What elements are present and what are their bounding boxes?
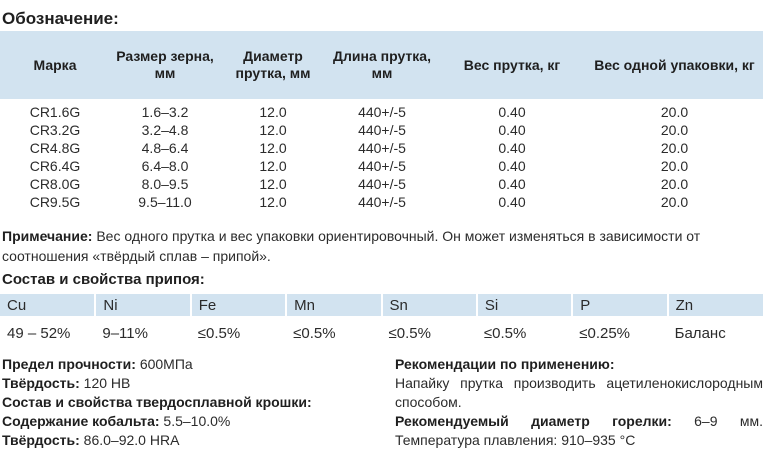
table-cell: CR1.6G — [29, 104, 81, 120]
element-cell: Si — [477, 294, 572, 316]
percent-row — [0, 316, 763, 348]
column-header: Вес одной упаковки, кг — [586, 31, 763, 99]
table-row — [0, 121, 763, 139]
table-row — [0, 139, 763, 157]
table-cell: 12.0 — [259, 176, 287, 192]
percent-cell: ≤0.5% — [197, 324, 241, 342]
table-cell: 20.0 — [660, 176, 689, 192]
hardness2-label: Твёрдость: — [2, 432, 80, 448]
column-header: Длина прутка, мм — [326, 31, 438, 99]
element-cell: P — [572, 294, 667, 316]
element-row — [0, 294, 763, 316]
table-cell: 12.0 — [259, 158, 287, 174]
strength-value: 600МПа — [135, 356, 193, 372]
table-cell: 0.40 — [498, 158, 526, 174]
table-cell: 0.40 — [498, 104, 526, 120]
table-cell: 0.40 — [498, 122, 526, 138]
column-header: Диаметр прутка, мм — [220, 31, 326, 99]
hardness-label: Твёрдость: — [2, 375, 80, 391]
table-cell: 12.0 — [259, 194, 287, 210]
table-cell: 3.2–4.8 — [141, 122, 189, 138]
element-cell: Mn — [286, 294, 381, 316]
table-cell: 440+/-5 — [358, 176, 406, 192]
table-cell: 0.40 — [498, 194, 526, 210]
table-cell: 9.5–11.0 — [138, 194, 192, 210]
note-text: Вес одного прутка и вес упаковки ориентировочный. Он может изменяться в зависимости от соотношения «твёрдый сплав – припой». — [2, 228, 701, 264]
element-cell: Zn — [668, 294, 763, 316]
hardness2-line — [2, 431, 372, 450]
table-cell: 20.0 — [660, 158, 689, 174]
table-cell: CR6.4G — [29, 158, 81, 174]
table-row — [0, 157, 763, 175]
table-cell: 12.0 — [259, 140, 287, 156]
table-cell: 4.8–6.4 — [141, 140, 189, 156]
composition-title: Состав и свойства припоя: — [2, 271, 205, 288]
page-title: Обозначение: — [2, 9, 119, 28]
cobalt-label: Содержание кобальта: — [2, 413, 160, 429]
percent-cell: ≤0.5% — [388, 324, 431, 342]
table-cell: 440+/-5 — [358, 158, 406, 174]
cobalt-value: 5.5–10.0% — [159, 413, 231, 429]
table-row — [0, 99, 763, 121]
table-cell: CR4.8G — [29, 140, 81, 156]
properties-right — [395, 355, 763, 450]
table-row — [0, 193, 763, 211]
torch-label: Рекомендуемый диаметр горелки: — [395, 413, 672, 429]
percent-cell: 9–11% — [102, 324, 148, 342]
element-cell: Fe — [191, 294, 286, 316]
percent-cell: ≤0.5% — [293, 324, 336, 342]
table-cell: 0.40 — [498, 140, 526, 156]
table-cell: 440+/-5 — [358, 122, 406, 138]
table-cell: CR8.0G — [29, 176, 81, 192]
table-header-row — [0, 31, 763, 99]
hardness-value: 120 HB — [79, 375, 131, 391]
table-cell: CR3.2G — [29, 122, 81, 138]
table-cell: 20.0 — [660, 140, 689, 156]
torch-text: 6–9 мм. Температура плавления: 910–935 °С — [395, 413, 763, 448]
hardness2-value: 86.0–92.0 HRA — [79, 432, 180, 448]
table-row — [0, 175, 763, 193]
composition-table — [0, 294, 763, 348]
cobalt-line — [2, 412, 372, 431]
hardness-line — [2, 374, 372, 393]
table-cell: 440+/-5 — [358, 140, 406, 156]
strength-label: Предел прочности: — [2, 356, 136, 372]
crumb-title: Состав и свойства твердосплавной крошки: — [2, 394, 312, 410]
usage-title: Рекомендации по применению: — [395, 356, 615, 372]
usage-text: Напайку прутка производить ацетиленокислородным способом. — [395, 375, 763, 410]
element-cell: Cu — [0, 294, 95, 316]
note-paragraph — [2, 226, 742, 266]
table-cell: 8.0–9.5 — [141, 176, 189, 192]
column-header: Марка — [0, 31, 110, 99]
table-cell: 20.0 — [660, 194, 689, 210]
table-cell: 0.40 — [498, 176, 526, 192]
properties-left — [2, 355, 372, 450]
table-cell: 20.0 — [660, 104, 689, 120]
table-cell: 20.0 — [660, 122, 689, 138]
column-header: Вес прутка, кг — [438, 31, 586, 99]
percent-cell: Баланс — [674, 324, 726, 342]
table-cell: 1.6–3.2 — [141, 104, 189, 120]
element-cell: Ni — [95, 294, 190, 316]
table-cell: 12.0 — [259, 122, 287, 138]
note-label: Примечание: — [2, 228, 93, 244]
table-cell: 440+/-5 — [358, 104, 406, 120]
grades-table — [0, 31, 763, 211]
table-cell: 12.0 — [259, 104, 287, 120]
table-cell: CR9.5G — [29, 194, 81, 210]
column-header: Размер зерна, мм — [110, 31, 220, 99]
percent-cell: ≤0.25% — [579, 324, 631, 342]
percent-cell: ≤0.5% — [483, 324, 527, 342]
torch-line — [395, 412, 763, 450]
table-cell: 6.4–8.0 — [141, 158, 189, 174]
table-cell: 440+/-5 — [358, 194, 406, 210]
percent-cell: 49 – 52% — [7, 324, 71, 342]
element-cell: Sn — [382, 294, 477, 316]
strength-line — [2, 355, 372, 374]
